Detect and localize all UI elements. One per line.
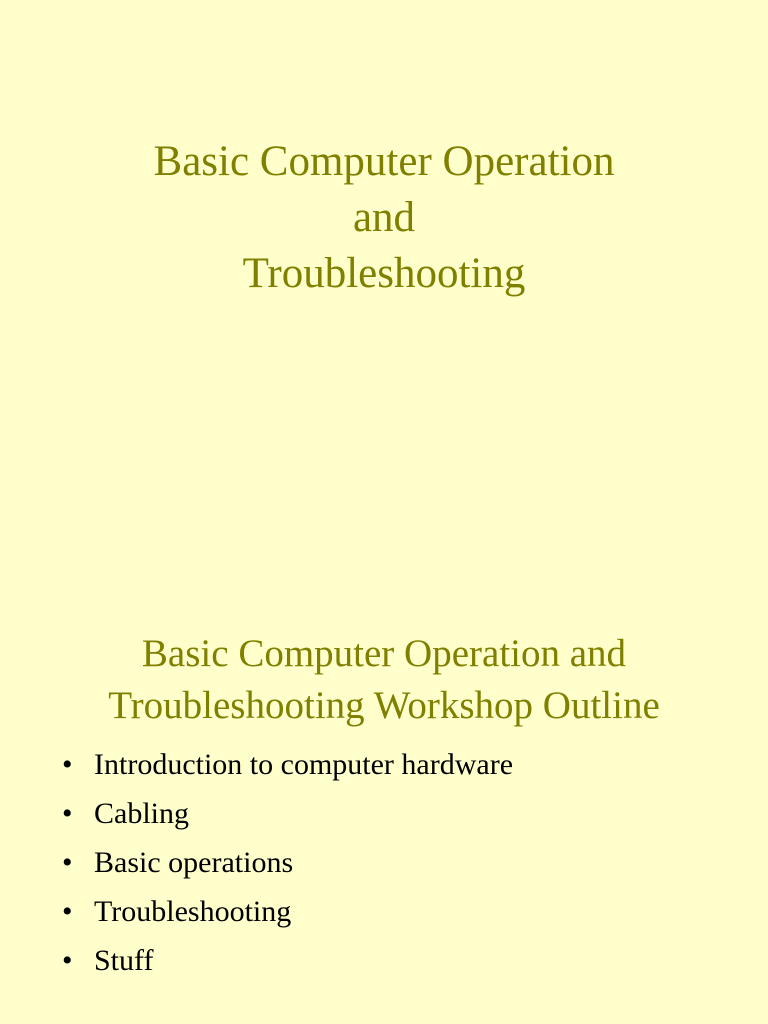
bullet-item (62, 887, 513, 936)
slide-1-title-line-3: Troubleshooting (242, 250, 526, 297)
bullet-item (62, 789, 513, 838)
bullet-dot: • (62, 944, 73, 977)
outline-bullet-list (62, 740, 513, 985)
bullet-item (62, 936, 513, 985)
bullet-dot: • (62, 748, 73, 781)
bullet-text: Troubleshooting (94, 895, 292, 928)
slide-2-title (0, 628, 768, 732)
slide-2 (0, 512, 768, 1024)
slide-1-title-line-2: and (352, 194, 416, 241)
slide-2-title-line-2: Troubleshooting Workshop Outline (108, 684, 660, 727)
bullet-dot: • (62, 797, 73, 830)
bullet-text: Introduction to computer hardware (94, 748, 514, 781)
slide-1-title-line-1: Basic Computer Operation (153, 138, 615, 185)
slide-2-title-line-1: Basic Computer Operation and (141, 632, 627, 675)
bullet-dot: • (62, 895, 73, 928)
bullet-dot: • (62, 846, 73, 879)
bullet-text: Cabling (94, 797, 189, 830)
bullet-item (62, 740, 513, 789)
bullet-text: Basic operations (94, 846, 294, 879)
bullet-text: Stuff (94, 944, 154, 977)
bullet-item (62, 838, 513, 887)
slide-1-title (0, 134, 768, 302)
